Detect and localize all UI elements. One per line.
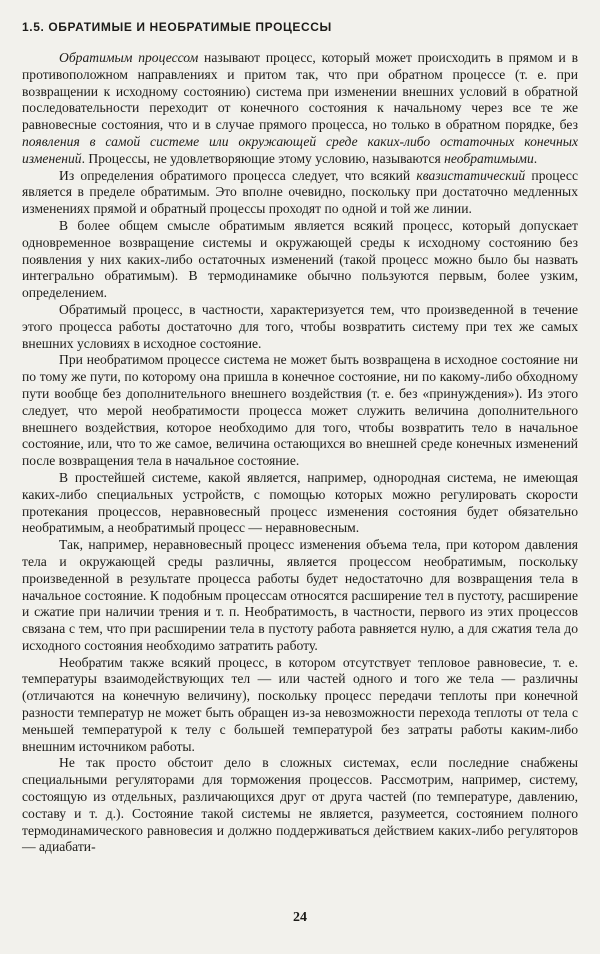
page-number: 24 (293, 910, 307, 925)
page-content (22, 14, 578, 856)
paragraph: В более общем смысле обратимым является всякий процесс, который допускает одновременное возвращение системы и окружающей среды к исходному состоянию без появления у них каких-либо остаточных изменений (такой процесс можно было бы назвать интегрально обратимым). В термодинамике обычно пользуются первым, более узким, определением. (22, 217, 578, 301)
paragraph: При необратимом процессе система не может быть возвращена в исходное состояние ни по тому же пути, по которому она пришла в конечное состояние, ни по какому-либо обходному пути вообще без дополнительного внешнего воздействия (т. е. без «принуждения»). Из этого следует, что мерой необратимости процесса может служить величина дополнительного внешнего воздействия, которое необходимо для того, чтобы возвратить тело в начальное состояние, или, что то же самое, величина остающихся во внешней среде конечных изменений после возвращения тела в начальное состояние. (22, 352, 578, 469)
section-heading (22, 20, 578, 34)
paragraph: Обратимым процессом называют процесс, который может происходить в прямом и в противоположном направлениях и притом так, что при обратном процессе (т. е. при возвращении к исходному состоянию) система при изменении внешних условий в обратной последовательности переходит от конечного состояния к начальному через все те же равновесные состояния, что и в случае прямого процесса, но только в обратном порядке, без появления в самой системе или окружающей среде каких-либо остаточных конечных изменений. Процессы, не удовлетворяющие этому условию, называются необратимыми. (22, 50, 578, 166)
paragraph: Не так просто обстоит дело в сложных системах, если последние снабжены специальными регуляторами для торможения процессов. Рассмотрим, например, систему, состоящую из отдельных, различающихся друг от друга частей (по температуре, давлению, составу и т. д.). Состояние такой системы не является, разумеется, состоянием полного термодинамического равновесия и должно поддерживаться действием каких-либо регуляторов — адиабати- (22, 755, 578, 855)
paragraph: В простейшей системе, какой является, например, однородная система, не имеющая каких-либо специальных устройств, с помощью которых можно регулировать скорости протекания процессов, неравновесный процесс изменения состояния будет обязательно необратимым, а необратимый процесс — неравновесным. (22, 469, 578, 536)
paragraph: Так, например, неравновесный процесс изменения объема тела, при котором давления тела и окружающей среды различны, является процессом необратимым, поскольку произведенной в результате процесса работы будет недостаточно для возвращения тела в начальное состояние. К подобным процессам относятся расширение тел в пустоту, расширение и сжатие при наличии трения и т. п. Необратимость, в частности, первого из этих процессов связана с тем, что при расширении тела в пустоту работа равняется нулю, а для сжатия тела до исходного состояния необходимо затратить работу. (22, 537, 578, 653)
paragraphs (22, 50, 578, 856)
paragraph: Необратим также всякий процесс, в котором отсутствует тепловое равновесие, т. е. температуры взаимодействующих тел — или частей одного и того же тела — различны (отличаются на конечную величину), поскольку процесс передачи теплоты при конечной разности температур не может быть обращен из-за невозможности перехода теплоты от тела с меньшей температурой к телу с большей температурой без затраты работы каким-либо внешним источником работы. (22, 654, 578, 754)
paragraph: Из определения обратимого процесса следует, что всякий квазистатический процесс является в пределе обратимым. Это вполне очевидно, поскольку при достаточно медленных изменениях прямой и обратный процессы проходят по одной и той же линии. (22, 167, 579, 217)
section-title: ОБРАТИМЫЕ И НЕОБРАТИМЫЕ ПРОЦЕССЫ (48, 20, 332, 34)
paragraph: Обратимый процесс, в частности, характеризуется тем, что произведенной в течение этого процесса работы достаточно для того, чтобы возвратить систему при тех же самых внешних условиях в исходное состояние. (22, 301, 578, 351)
section-number: 1.5. (22, 20, 45, 34)
